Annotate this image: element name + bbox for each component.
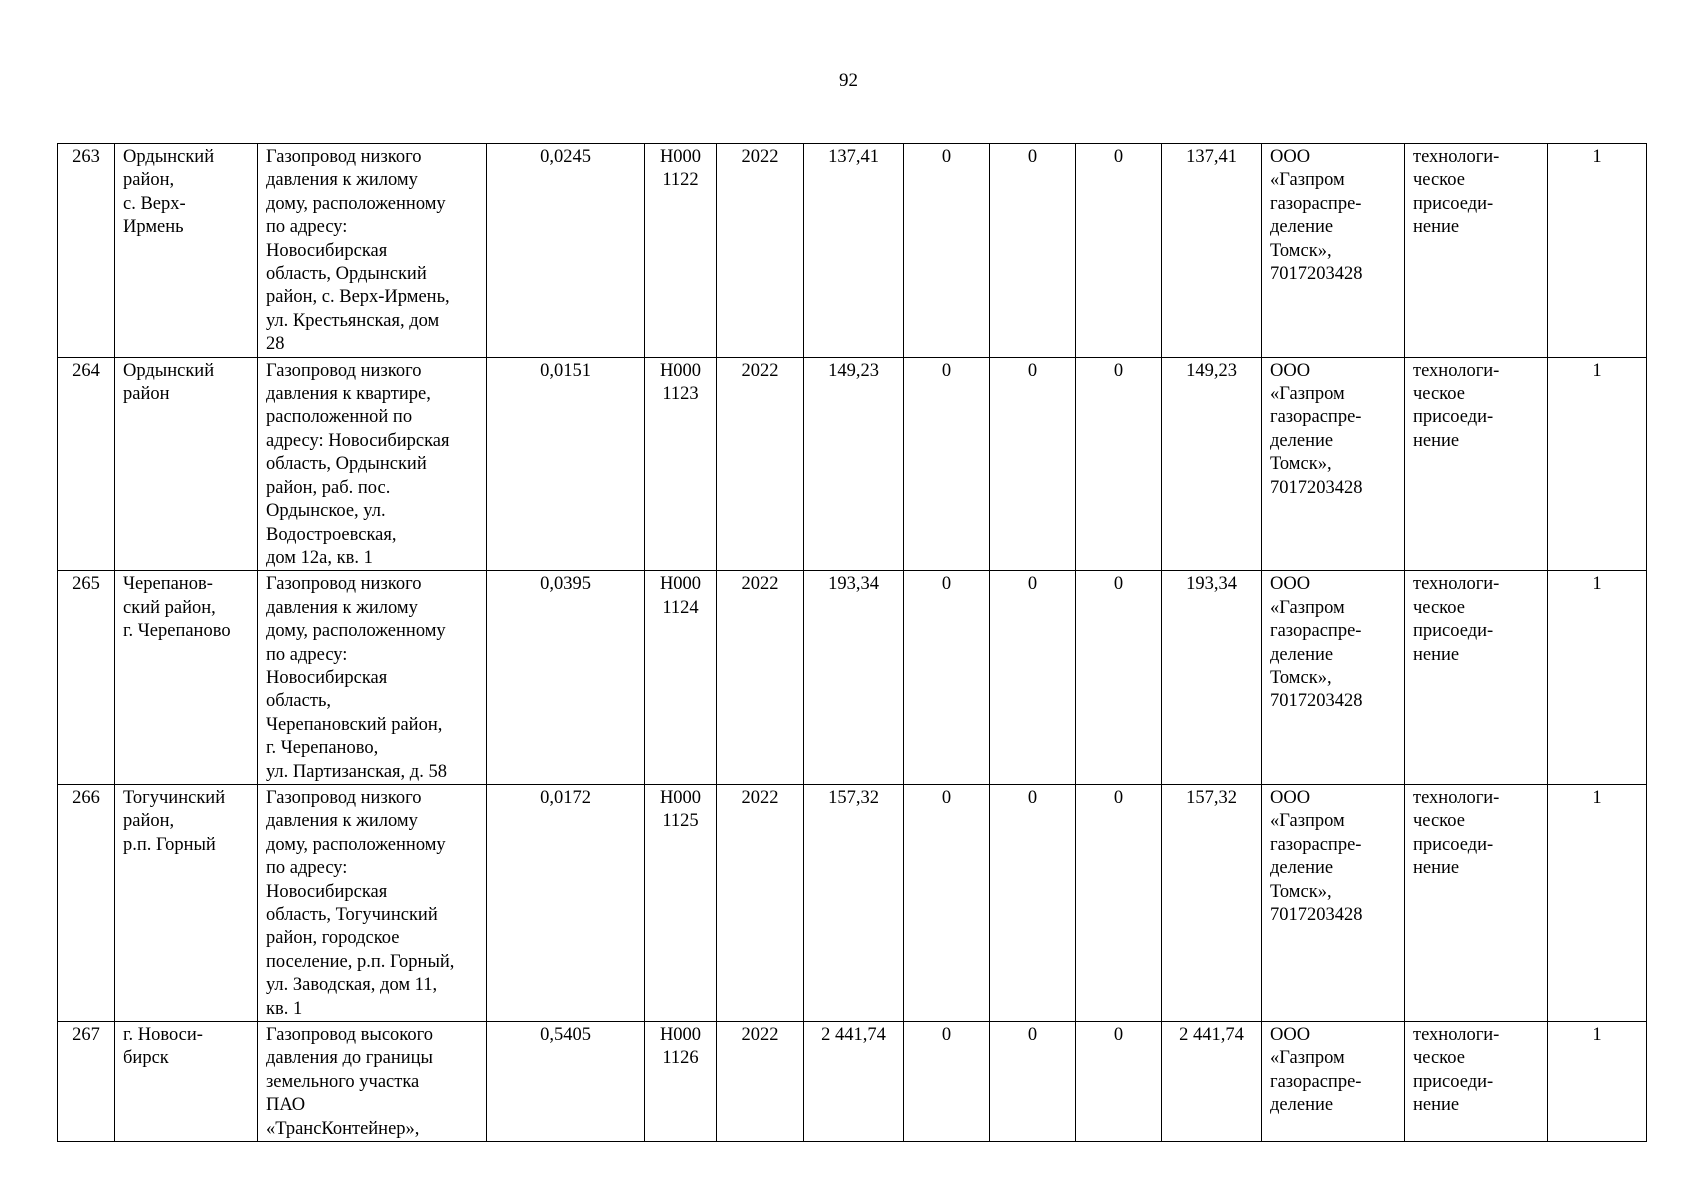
district-cell: Ордынский район [115,357,258,571]
table-row [58,357,1647,571]
page-number: 92 [839,70,858,91]
value-cell: 0 [1076,1022,1162,1142]
value-cell: 0 [904,1022,990,1142]
row-number: 267 [58,1022,115,1142]
district-cell: Ордынский район, с. Верх- Ирмень [115,144,258,358]
organization-cell: ООО «Газпром газораспре- деление Томск», 7017203428 [1262,144,1405,358]
table-row [58,571,1647,785]
year-cell: 2022 [717,571,804,785]
organization-cell: ООО «Газпром газораспре- деление Томск», 7017203428 [1262,784,1405,1021]
cost-total-cell: 2 441,74 [804,1022,904,1142]
cost-final-cell: 193,34 [1162,571,1262,785]
value-cell: 0 [904,144,990,358]
cost-total-cell: 149,23 [804,357,904,571]
table-row [58,784,1647,1021]
count-cell: 1 [1548,1022,1647,1142]
value-cell: 0 [1076,784,1162,1021]
row-number: 263 [58,144,115,358]
table-row [58,144,1647,358]
count-cell: 1 [1548,784,1647,1021]
object-description-cell: Газопровод низкого давления к жилому дому, расположенному по адресу: Новосибирская область, Черепановский район, г. Черепаново, ул. Партизанская, д. 58 [258,571,487,785]
value-cell: 0 [990,357,1076,571]
organization-cell: ООО «Газпром газораспре- деление Томск», 7017203428 [1262,357,1405,571]
organization-cell: ООО «Газпром газораспре- деление Томск», 7017203428 [1262,571,1405,785]
purpose-cell: технологи- ческое присоеди- нение [1405,571,1548,785]
purpose-cell: технологи- ческое присоеди- нение [1405,784,1548,1021]
object-description-cell: Газопровод низкого давления к квартире, расположенной по адресу: Новосибирская область, Ордынский район, раб. пос. Ордынское, ул. Водостроевская, дом 12а, кв. 1 [258,357,487,571]
value-cell: 0 [1076,357,1162,571]
value-cell: 0 [904,357,990,571]
cost-final-cell: 149,23 [1162,357,1262,571]
object-description-cell: Газопровод высокого давления до границы земельного участка ПАО «ТрансКонтейнер», [258,1022,487,1142]
year-cell: 2022 [717,144,804,358]
project-code-cell: Н000 1126 [645,1022,717,1142]
count-cell: 1 [1548,357,1647,571]
length-cell: 0,0172 [487,784,645,1021]
cost-total-cell: 157,32 [804,784,904,1021]
value-cell: 0 [904,784,990,1021]
project-code-cell: Н000 1122 [645,144,717,358]
length-cell: 0,0151 [487,357,645,571]
district-cell: Черепанов- ский район, г. Черепаново [115,571,258,785]
value-cell: 0 [1076,144,1162,358]
organization-cell: ООО «Газпром газораспре- деление [1262,1022,1405,1142]
cost-final-cell: 157,32 [1162,784,1262,1021]
cost-final-cell: 2 441,74 [1162,1022,1262,1142]
value-cell: 0 [990,571,1076,785]
length-cell: 0,0395 [487,571,645,785]
year-cell: 2022 [717,784,804,1021]
district-cell: г. Новоси- бирск [115,1022,258,1142]
row-number: 264 [58,357,115,571]
purpose-cell: технологи- ческое присоеди- нение [1405,357,1548,571]
count-cell: 1 [1548,571,1647,785]
project-code-cell: Н000 1124 [645,571,717,785]
value-cell: 0 [990,784,1076,1021]
year-cell: 2022 [717,357,804,571]
district-cell: Тогучинский район, р.п. Горный [115,784,258,1021]
value-cell: 0 [990,144,1076,358]
row-number: 266 [58,784,115,1021]
year-cell: 2022 [717,1022,804,1142]
object-description-cell: Газопровод низкого давления к жилому дому, расположенному по адресу: Новосибирская область, Ордынский район, с. Верх-Ирмень, ул. Крестьянская, дом 28 [258,144,487,358]
cost-total-cell: 137,41 [804,144,904,358]
purpose-cell: технологи- ческое присоеди- нение [1405,144,1548,358]
value-cell: 0 [1076,571,1162,785]
investment-program-table [57,143,1647,1142]
project-code-cell: Н000 1123 [645,357,717,571]
length-cell: 0,0245 [487,144,645,358]
row-number: 265 [58,571,115,785]
count-cell: 1 [1548,144,1647,358]
value-cell: 0 [990,1022,1076,1142]
object-description-cell: Газопровод низкого давления к жилому дому, расположенному по адресу: Новосибирская область, Тогучинский район, городское поселение, р.п. Горный, ул. Заводская, дом 11, кв. 1 [258,784,487,1021]
table-row [58,1022,1647,1142]
cost-final-cell: 137,41 [1162,144,1262,358]
length-cell: 0,5405 [487,1022,645,1142]
purpose-cell: технологи- ческое присоеди- нение [1405,1022,1548,1142]
project-code-cell: Н000 1125 [645,784,717,1021]
value-cell: 0 [904,571,990,785]
cost-total-cell: 193,34 [804,571,904,785]
